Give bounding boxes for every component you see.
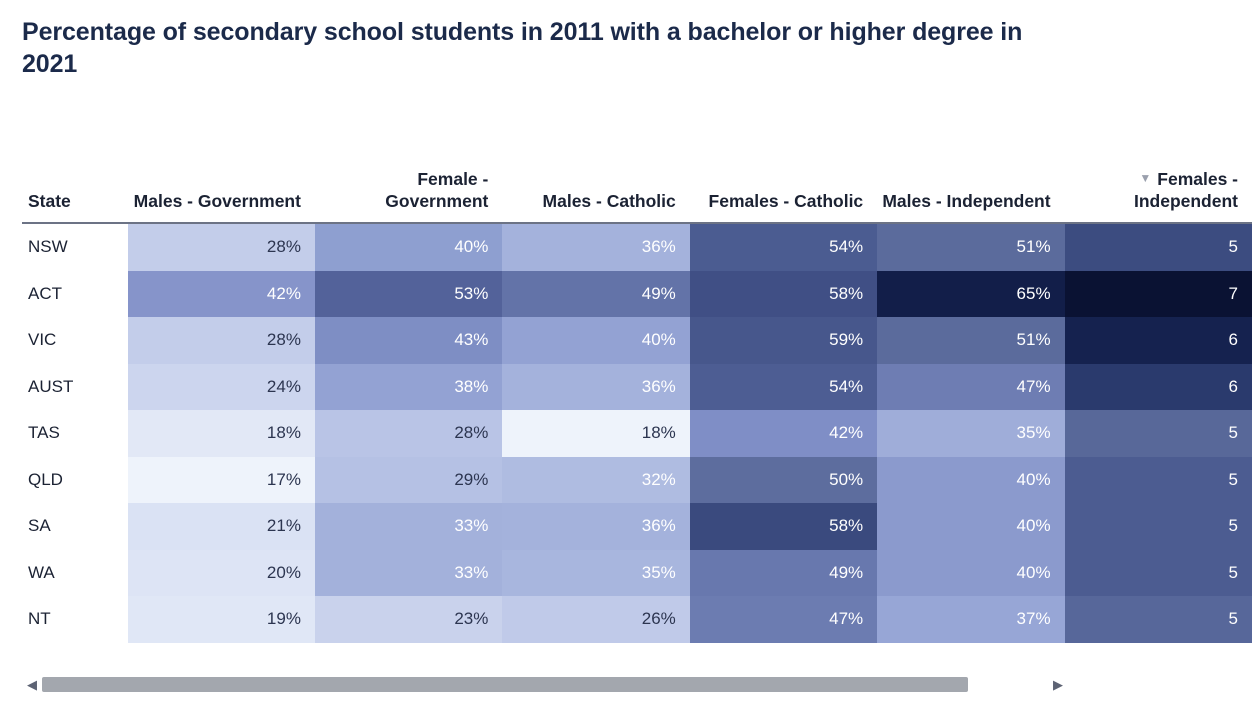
heatmap-cell[interactable]: 40%: [877, 550, 1064, 597]
scroll-left-arrow-icon[interactable]: ◀: [27, 676, 37, 692]
table-row: [22, 410, 1252, 457]
heatmap-cell[interactable]: 21%: [128, 503, 315, 550]
row-label-state: SA: [22, 503, 128, 550]
heatmap-table: [22, 108, 1252, 643]
table-row: [22, 596, 1252, 643]
heatmap-cell[interactable]: 53%: [315, 271, 502, 318]
column-header-females-catholic[interactable]: Females - Catholic: [690, 108, 877, 223]
heatmap-cell[interactable]: 42%: [690, 410, 877, 457]
heatmap-cell[interactable]: 23%: [315, 596, 502, 643]
heatmap-cell[interactable]: 5: [1065, 503, 1252, 550]
heatmap-cell[interactable]: 18%: [128, 410, 315, 457]
row-label-state: AUST: [22, 364, 128, 411]
heatmap-cell[interactable]: 36%: [502, 503, 689, 550]
heatmap-cell[interactable]: 28%: [128, 223, 315, 271]
table-row: [22, 457, 1252, 504]
sort-descending-icon[interactable]: ▼: [1139, 171, 1152, 186]
heatmap-cell[interactable]: 5: [1065, 410, 1252, 457]
table-row: [22, 503, 1252, 550]
column-header-female-government[interactable]: Female - Government: [315, 108, 502, 223]
column-header-males-independent[interactable]: Males - Independent: [877, 108, 1064, 223]
heatmap-cell[interactable]: 47%: [690, 596, 877, 643]
heatmap-cell[interactable]: 49%: [502, 271, 689, 318]
scroll-right-arrow-icon[interactable]: ▶: [1053, 676, 1063, 692]
heatmap-cell[interactable]: 38%: [315, 364, 502, 411]
heatmap-viewport: [22, 108, 1238, 643]
heatmap-cell[interactable]: 51%: [877, 223, 1064, 271]
scrollbar-thumb[interactable]: [42, 677, 968, 692]
column-header-females-independent[interactable]: [1065, 108, 1252, 223]
heatmap-cell[interactable]: 33%: [315, 503, 502, 550]
row-label-state: VIC: [22, 317, 128, 364]
heatmap-cell[interactable]: 35%: [502, 550, 689, 597]
column-header-state[interactable]: State: [22, 108, 128, 223]
heatmap-cell[interactable]: 18%: [502, 410, 689, 457]
table-row: [22, 364, 1252, 411]
heatmap-cell[interactable]: 33%: [315, 550, 502, 597]
heatmap-header: [22, 108, 1252, 223]
heatmap-cell[interactable]: 59%: [690, 317, 877, 364]
heatmap-cell[interactable]: 40%: [502, 317, 689, 364]
column-header-males-catholic[interactable]: Males - Catholic: [502, 108, 689, 223]
heatmap-cell[interactable]: 7: [1065, 271, 1252, 318]
heatmap-body: [22, 223, 1252, 643]
heatmap-cell[interactable]: 40%: [877, 457, 1064, 504]
heatmap-cell[interactable]: 6: [1065, 317, 1252, 364]
row-label-state: NSW: [22, 223, 128, 271]
row-label-state: ACT: [22, 271, 128, 318]
heatmap-cell[interactable]: 42%: [128, 271, 315, 318]
heatmap-cell[interactable]: 49%: [690, 550, 877, 597]
heatmap-cell[interactable]: 54%: [690, 364, 877, 411]
header-row: [22, 108, 1252, 223]
heatmap-cell[interactable]: 29%: [315, 457, 502, 504]
table-row: [22, 223, 1252, 271]
heatmap-cell[interactable]: 40%: [877, 503, 1064, 550]
heatmap-cell[interactable]: 47%: [877, 364, 1064, 411]
heatmap-cell[interactable]: 5: [1065, 550, 1252, 597]
heatmap-cell[interactable]: 6: [1065, 364, 1252, 411]
heatmap-cell[interactable]: 19%: [128, 596, 315, 643]
heatmap-cell[interactable]: 26%: [502, 596, 689, 643]
row-label-state: QLD: [22, 457, 128, 504]
heatmap-cell[interactable]: 28%: [128, 317, 315, 364]
page-title: Percentage of secondary school students in 2011 with a bachelor or higher degree in 2021: [22, 18, 1023, 78]
heatmap-cell[interactable]: 20%: [128, 550, 315, 597]
horizontal-scrollbar[interactable]: [22, 673, 1068, 695]
heatmap-cell[interactable]: 28%: [315, 410, 502, 457]
heatmap-cell[interactable]: 5: [1065, 596, 1252, 643]
heatmap-cell[interactable]: 36%: [502, 364, 689, 411]
heatmap-cell[interactable]: 58%: [690, 503, 877, 550]
scrollbar-track[interactable]: [42, 677, 1048, 692]
heatmap-cell[interactable]: 24%: [128, 364, 315, 411]
heatmap-cell[interactable]: 40%: [315, 223, 502, 271]
column-header-females-independent-label: Females - Independent: [1133, 169, 1238, 211]
row-label-state: NT: [22, 596, 128, 643]
heatmap-cell[interactable]: 5: [1065, 457, 1252, 504]
heatmap-cell[interactable]: 58%: [690, 271, 877, 318]
heatmap-cell[interactable]: 37%: [877, 596, 1064, 643]
heatmap-cell[interactable]: 36%: [502, 223, 689, 271]
heatmap-cell[interactable]: 43%: [315, 317, 502, 364]
heatmap-cell[interactable]: 54%: [690, 223, 877, 271]
column-header-males-government[interactable]: Males - Government: [128, 108, 315, 223]
row-label-state: WA: [22, 550, 128, 597]
heatmap-cell[interactable]: 35%: [877, 410, 1064, 457]
heatmap-cell[interactable]: 51%: [877, 317, 1064, 364]
heatmap-cell[interactable]: 5: [1065, 223, 1252, 271]
heatmap-cell[interactable]: 50%: [690, 457, 877, 504]
table-row: [22, 271, 1252, 318]
heatmap-cell[interactable]: 17%: [128, 457, 315, 504]
table-row: [22, 317, 1252, 364]
heatmap-cell[interactable]: 65%: [877, 271, 1064, 318]
row-label-state: TAS: [22, 410, 128, 457]
heatmap-cell[interactable]: 32%: [502, 457, 689, 504]
table-row: [22, 550, 1252, 597]
